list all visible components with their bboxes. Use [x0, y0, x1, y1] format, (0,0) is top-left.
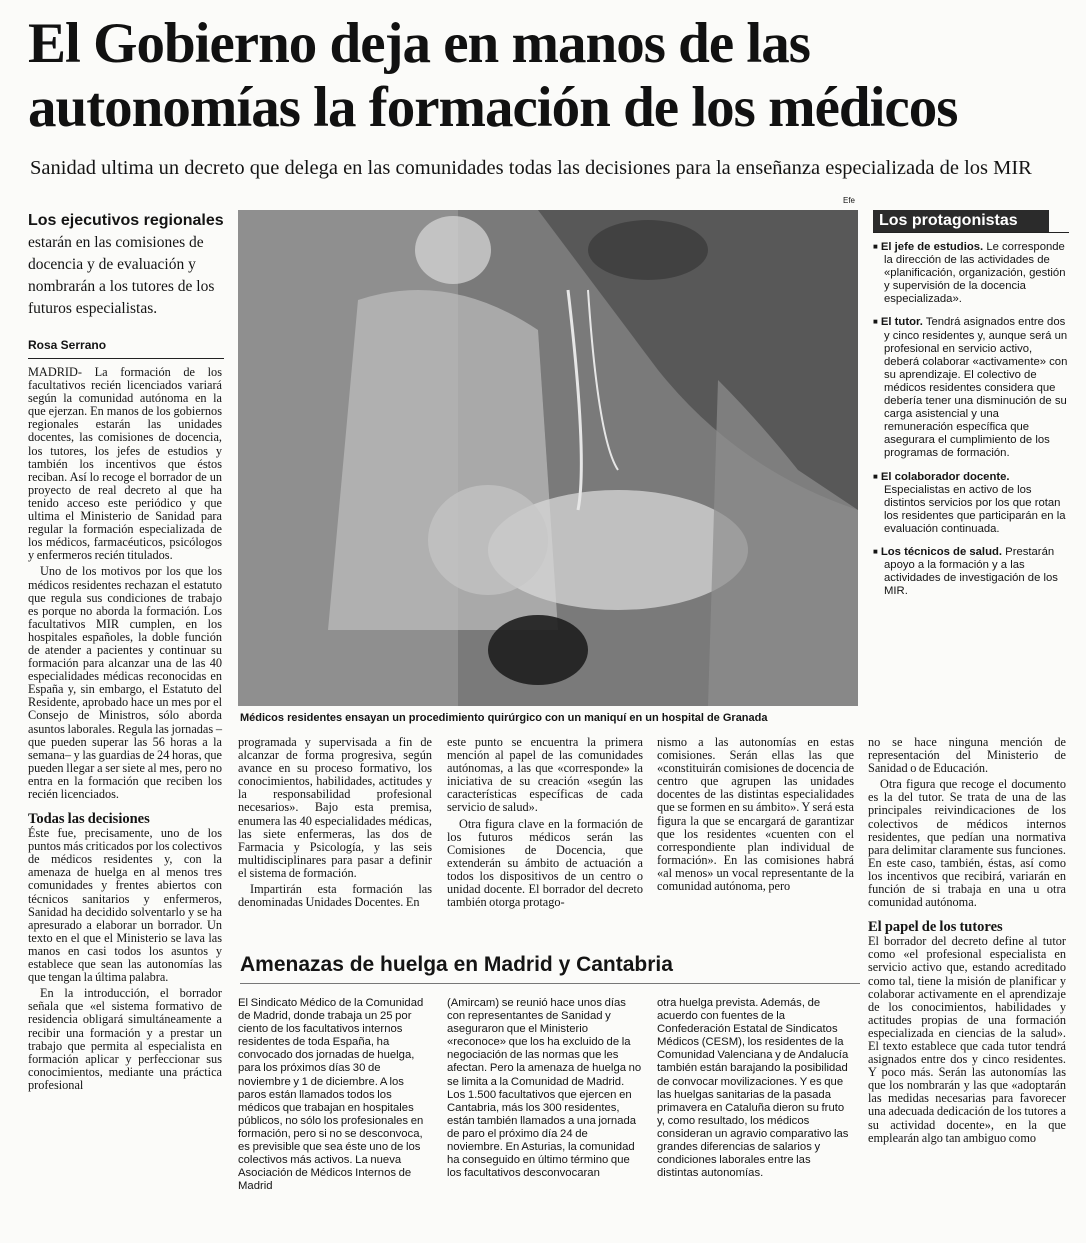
article-paragraph: este punto se encuentra la primera mención al papel de las comunidades autónomas, a las que «corresponde» la iniciativa de su creación «según las características específicas de cada servicio de salud». — [447, 735, 643, 815]
strike-box-paragraph: El Sindicato Médico de la Comunidad de Madrid, donde trabaja un 25 por ciento de los facultativos internos residentes de toda España, ha convocado dos jornadas de huelga, para los próximos días 30 de noviembre y 1 de diciembre. A los paros están llamados todos los médicos que trabajan en hospitales públicos, no sólo los profesionales en formación, pero si no se desconvoca, es previsible que sea éste uno de los colectivos más activos. La nueva Asociación de Médicos Internos de Madrid — [238, 997, 424, 1193]
article-paragraph: Otra figura clave en la formación de los futuros médicos serán las Comisiones de Docencia, que extenderán su ámbito de actuación a todos los dispositivos de un centro o unidad docente. El borrador del decreto también otorga protago- — [447, 816, 643, 910]
strike-box-column-3 — [657, 997, 853, 1180]
sidebar-item-jefe-de-estudios — [873, 240, 1068, 306]
article-column-4 — [657, 736, 854, 896]
strike-box-rule — [240, 983, 860, 984]
strike-box-paragraph: (Amircam) se reunió hace unos días con representantes de Sanidad y aseguraron que el Ministerio «reconoce» que los ha excluido de la negociación de las normas que les afectan. Pero la amenaza de huelga no se limita a la Comunidad de Madrid. Los 1.500 facultativos que ejercen en Cantabria, más los 300 residentes, están también llamados a una jornada de paro el próximo día 24 de noviembre. En Asturias, la comunidad ha conseguido en último término que los facultativos desconvocaran — [447, 997, 642, 1180]
headline — [28, 12, 1068, 140]
strike-box-title: Amenazas de huelga en Madrid y Cantabria — [240, 953, 673, 976]
sidebar-item-colaborador-docente — [873, 470, 1068, 536]
strike-box-paragraph: otra huelga prevista. Además, de acuerdo con fuentes de la Confederación Estatal de Sindicatos Médicos (CESM), los residentes de la Comunidad Valenciana y de Andalucía también están barajando la posibilidad de convocar movilizaciones. Y es que las huelgas sanitarias de la pasada primavera en Cataluña dieron su fruto y, como resultado, los médicos consideran un agravio comparativo las grandes diferencias de salarios y condiciones laborales entre las distintas autonomías. — [657, 997, 849, 1180]
subhead-el-papel-de-los-tutores: El papel de los tutores — [868, 919, 1003, 936]
byline-rule — [28, 358, 224, 359]
byline: Rosa Serrano — [28, 338, 107, 352]
article-paragraph: nismo a las autonomías en estas comisiones. Serán ellas las que «constituirán comisiones de docencia de centro que agrupen las unidades docentes de las distintas especialidades que se formen en su ámbito». Y será esta figura la que se encargará de garantizar que los residentes «cuenten con el correspondiente plan individual de formación». En las comisiones habrá «al menos» un vocal representante de la comunidad autónoma, pero — [657, 735, 854, 894]
article-column-1 — [28, 366, 222, 1095]
photo-illustration — [238, 210, 858, 706]
sidebar-item-tecnicos-de-salud — [873, 545, 1068, 598]
sidebar-item-term: Los técnicos de salud. — [880, 545, 1003, 558]
subtitle: Sanidad ultima un decreto que delega en las comunidades todas las decisiones para la enseñanza especializada de los MIR — [30, 157, 1032, 179]
headline-line-2: autonomías la formación de los médicos — [28, 76, 958, 139]
photo-caption: Médicos residentes ensayan un procedimiento quirúrgico con un maniquí en un hospital de Granada — [240, 712, 768, 724]
article-column-5 — [868, 736, 1066, 1148]
sidebar-rule — [873, 232, 1069, 233]
article-paragraph: Éste fue, precisamente, uno de los puntos más criticados por los colectivos de médicos residentes y, con la amenaza de huelga en al menos tres comunidades y frentes abiertos con técnicos sanitarios y enfermeros, Sanidad ha decidido solventarlo y se ha apresurado a elaborar un borrador. Un texto en el que el Ministerio se lava las manos en casi todos los asuntos y establece que sean las autonomías las que tengan la última palabra. — [28, 826, 222, 985]
square-bullet-icon: ■ — [873, 242, 878, 251]
sidebar-protagonistas — [873, 240, 1068, 607]
article-column-3 — [447, 736, 643, 912]
article-paragraph: programada y supervisada a fin de alcanzar de forma progresiva, según avance en su proceso formativo, los conocimientos, habilidades, actitudes y la responsabilidad profesional necesarios». Bajo esta premisa, enumera las 40 especialidades médicas, las siete enfermeras, las dos de Farmacia y Psicología, y las seis multidisciplinares para pasar a definir el sistema de formación. — [238, 735, 432, 880]
sidebar-title: Los protagonistas — [873, 210, 1049, 232]
sidebar-item-text: Prestarán apoyo a la formación y a las actividades de investigación de los MIR. — [884, 545, 1058, 598]
square-bullet-icon: ■ — [873, 471, 878, 481]
article-paragraph: no se hace ninguna mención de representación del Ministerio de Sanidad o de Educación. — [868, 735, 1066, 776]
news-photo — [238, 210, 858, 706]
article-paragraph: El borrador del decreto define al tutor como «el profesional especialista en servicio activo que, estando acreditado como tal, tiene la misión de planificar y colaborar activamente en el aprendizaje de los conocimientos, habilidades y actitudes propias de una formación especializada en ciencias de la salud». El texto establece que cada tutor tendrá asignados entre dos y cinco residentes. Y poco más. Serán las autonomías las que los nombrarán y las que «adoptarán las medidas necesarias para favorecer una adecuada dedicación de los tutores a su actividad docente», en la que emplearán algo tan ambiguo como — [868, 934, 1066, 1145]
article-column-2 — [238, 736, 432, 912]
lead-text: estarán en las comisiones de docencia y de evaluación y nombrarán a los tutores de los futuros especialistas. — [28, 234, 215, 317]
strike-box-column-2 — [447, 997, 643, 1180]
article-paragraph: Uno de los motivos por los que los médicos residentes rechazan el estatuto que regula sus condiciones de trabajo es porque no aborda la formación. Los facultativos MIR cumplen, en los hospitales españoles, la doble función de atender a pacientes y continuar su formación para alcanzar una de las 40 especialidades médicas reconocidas en España y, sin embargo, el Estatuto del Residente, aprobado hace un mes por el Consejo de Ministros, sólo aborda asuntos laborales. Regula las jornadas –que pueden superar las 56 horas a la semana– y las guardias de 24 horas, que pueden llegar a ser siete al mes, pero no entra en la formación que reciben los recién licenciados. — [28, 564, 222, 801]
lead-title: Los ejecutivos regionales — [28, 212, 224, 229]
sidebar-item-text: Especialistas en activo de los distintos servicios por los que rotan los residentes que participarán en la evaluación continuada. — [884, 483, 1066, 535]
article-paragraph: En la introducción, el borrador señala que «el sistema formativo de residencia obligará simultáneamente a recibir una formación y a prestar un trabajo que permita al especialista en formación aplicar y perfeccionar sus conocimientos, mediante una práctica profesional — [28, 986, 222, 1092]
photo-credit: Efe — [843, 196, 856, 205]
sidebar-item-term: El tutor. — [880, 316, 923, 329]
headline-line-1: El Gobierno deja en manos de las — [28, 12, 810, 75]
sidebar-item-term: El colaborador docente. — [880, 470, 1010, 483]
square-bullet-icon: ■ — [873, 317, 878, 327]
article-paragraph: Impartirán esta formación las denominadas Unidades Docentes. En — [238, 882, 432, 910]
sidebar-item-tutor — [873, 315, 1068, 460]
sidebar-item-term: El jefe de estudios. — [880, 241, 984, 253]
sidebar-item-text: Le corresponde la dirección de las actividades de «planificación, organización, gestión y supervisión de la docencia especializada». — [884, 241, 1066, 306]
subhead-todas-las-decisiones: Todas las decisiones — [28, 811, 150, 828]
article-paragraph: Otra figura que recoge el documento es la del tutor. Se trata de una de las principales reivindicaciones de los colectivos de médicos internos residentes, que pedían una normativa para delimitar claramente sus funciones. En este caso, también, éstas, así como los incentivos que recibirá, variarán en función de si trabaja en una u otra comunidad autónoma. — [868, 777, 1066, 910]
strike-box-column-1 — [238, 997, 432, 1193]
sidebar-item-text: Tendrá asignados entre dos y cinco residentes y, aunque será un profesional en servicio activo, deberá colaborar «activamente» con su aprendizaje. El colectivo de médicos residentes considera que debería tener una disminución de su carga asistencial y una remuneración específica que asegurara el cumplimiento de los programas de formación. — [884, 316, 1068, 460]
article-paragraph: MADRID- La formación de los facultativos recién licenciados variará según la comunidad autónoma en la que ejerzan. En manos de los gobiernos regionales estarán las unidades docentes, las comisiones de docencia, los tutores, los jefes de estudios y también los incentivos que éstos reciban. Así lo recoge el borrador de un proyecto de real decreto al que ha tenido acceso este periódico y que ultima el Ministerio de Sanidad para regular la formación especializada de los médicos, farmacéuticos, psicólogos y enfermeros recién titulados. — [28, 365, 222, 563]
square-bullet-icon: ■ — [873, 546, 878, 556]
